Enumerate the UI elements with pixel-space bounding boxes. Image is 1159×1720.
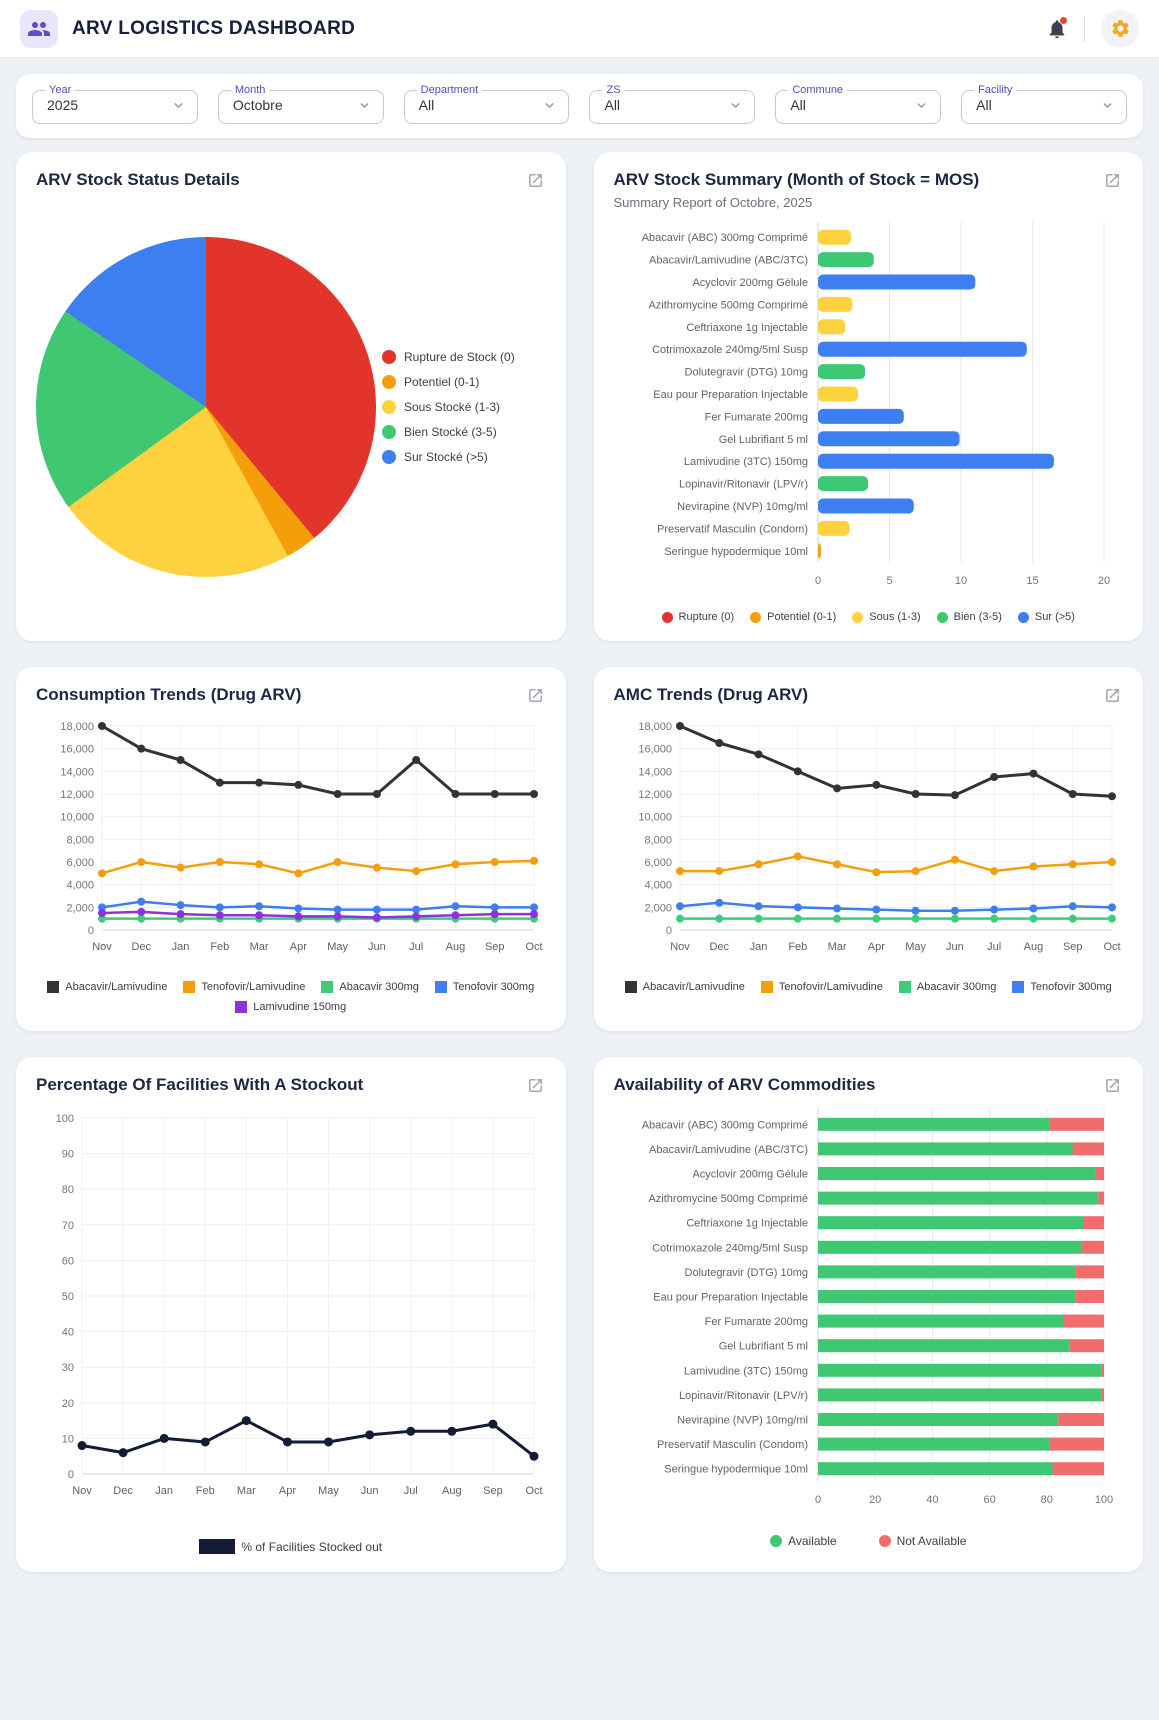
filter-label: Month — [234, 84, 266, 96]
legend-swatch — [662, 612, 673, 623]
svg-text:Abacavir/Lamivudine (ABC/3TC): Abacavir/Lamivudine (ABC/3TC) — [648, 1143, 808, 1156]
expand-button[interactable] — [1102, 1075, 1123, 1096]
svg-text:Acyclovir 200mg Gélule: Acyclovir 200mg Gélule — [691, 277, 808, 289]
svg-text:Preservatif Masculin (Condom): Preservatif Masculin (Condom) — [656, 523, 808, 536]
svg-text:4,000: 4,000 — [66, 879, 94, 892]
svg-text:100: 100 — [55, 1113, 74, 1125]
expand-button[interactable] — [1102, 685, 1123, 706]
svg-text:8,000: 8,000 — [643, 834, 672, 847]
svg-text:Nov: Nov — [669, 941, 690, 953]
card-consumption-trends — [16, 667, 566, 1031]
svg-text:Cotrimoxazole 240mg/5ml Susp: Cotrimoxazole 240mg/5ml Susp — [651, 344, 808, 357]
card-title-availability: Availability of ARV Commodities — [613, 1075, 876, 1094]
card-title-stockout: Percentage Of Facilities With A Stockout — [36, 1075, 364, 1094]
svg-text:Azithromycine 500mg Comprimé: Azithromycine 500mg Comprimé — [647, 1193, 808, 1206]
svg-text:15: 15 — [1025, 575, 1039, 587]
expand-button[interactable] — [525, 1075, 546, 1096]
mos-chart-svg — [614, 218, 1122, 596]
legend-item: Sur Stocké (>5) — [382, 450, 515, 464]
svg-text:Oct: Oct — [525, 1485, 543, 1497]
header-divider — [1084, 16, 1085, 42]
svg-text:0: 0 — [665, 925, 672, 937]
chevron-down-icon — [915, 99, 928, 112]
filter-department[interactable] — [404, 84, 570, 124]
svg-text:100: 100 — [1094, 1494, 1113, 1506]
legend-item: Sous (1-3) — [852, 611, 920, 623]
legend-swatch — [1018, 612, 1029, 623]
svg-text:Azithromycine 500mg Comprimé: Azithromycine 500mg Comprimé — [647, 299, 808, 312]
svg-text:10: 10 — [954, 575, 967, 587]
svg-text:Acyclovir 200mg Gélule: Acyclovir 200mg Gélule — [691, 1168, 808, 1181]
svg-text:Abacavir/Lamivudine (ABC/3TC): Abacavir/Lamivudine (ABC/3TC) — [648, 254, 808, 267]
gear-icon — [1110, 18, 1131, 39]
chart-legend — [36, 1539, 546, 1554]
svg-text:10,000: 10,000 — [60, 811, 94, 824]
svg-text:Oct: Oct — [525, 941, 543, 953]
legend-item: Tenofovir/Lamivudine — [761, 981, 883, 993]
svg-text:Lamivudine (3TC) 150mg: Lamivudine (3TC) 150mg — [683, 456, 808, 469]
legend-swatch — [382, 450, 396, 464]
svg-text:Abacavir (ABC) 300mg Comprimé: Abacavir (ABC) 300mg Comprimé — [641, 232, 808, 245]
svg-text:40: 40 — [925, 1494, 939, 1506]
filter-selected-value: All — [604, 97, 621, 113]
svg-text:May: May — [904, 941, 926, 953]
svg-text:Oct: Oct — [1102, 941, 1121, 953]
svg-text:6,000: 6,000 — [66, 857, 94, 869]
svg-text:Sep: Sep — [483, 1485, 503, 1497]
svg-text:Lopinavir/Ritonavir (LPV/r): Lopinavir/Ritonavir (LPV/r) — [678, 1389, 808, 1402]
svg-text:Nov: Nov — [92, 941, 112, 953]
svg-text:Lamivudine (3TC) 150mg: Lamivudine (3TC) 150mg — [683, 1365, 808, 1378]
chart-legend — [614, 611, 1124, 623]
svg-text:Feb: Feb — [210, 941, 230, 953]
legend-item: Not Available — [879, 1534, 967, 1548]
svg-text:May: May — [327, 941, 349, 953]
open-in-new-icon — [1104, 172, 1121, 189]
svg-text:2,000: 2,000 — [643, 902, 672, 915]
filter-month[interactable] — [218, 84, 384, 124]
filter-selected-value: All — [790, 97, 806, 113]
card-amc-trends — [594, 667, 1144, 1031]
svg-text:Fer Fumarate 200mg: Fer Fumarate 200mg — [704, 1316, 808, 1329]
svg-text:Seringue hypodermique 10ml: Seringue hypodermique 10ml — [663, 1463, 808, 1476]
legend-item: Abacavir 300mg — [321, 981, 419, 993]
svg-text:20: 20 — [1097, 575, 1110, 587]
svg-text:Aug: Aug — [445, 941, 466, 953]
filter-year[interactable] — [32, 84, 198, 124]
legend-item: % of Facilities Stocked out — [199, 1539, 382, 1554]
svg-text:Gel Lubrifiant 5 ml: Gel Lubrifiant 5 ml — [718, 1340, 808, 1353]
svg-text:Mar: Mar — [827, 941, 847, 953]
svg-text:Dolutegravir (DTG) 10mg: Dolutegravir (DTG) 10mg — [684, 1266, 808, 1279]
legend-swatch — [47, 981, 59, 993]
legend-item: Potentiel (0-1) — [382, 375, 515, 389]
filter-label: Facility — [978, 84, 1013, 96]
legend-swatch — [770, 1535, 782, 1547]
legend-swatch — [435, 981, 447, 993]
legend-swatch — [879, 1535, 891, 1547]
svg-text:18,000: 18,000 — [60, 721, 94, 733]
chevron-down-icon — [172, 99, 185, 112]
svg-text:90: 90 — [61, 1148, 74, 1161]
svg-text:6,000: 6,000 — [643, 857, 672, 869]
svg-text:Nevirapine (NVP) 10mg/ml: Nevirapine (NVP) 10mg/ml — [676, 1414, 808, 1427]
svg-text:Sep: Sep — [484, 941, 505, 953]
legend-item: Abacavir 300mg — [899, 981, 997, 993]
svg-text:Jun: Jun — [368, 941, 386, 953]
svg-text:Ceftriaxone 1g Injectable: Ceftriaxone 1g Injectable — [685, 321, 808, 334]
svg-text:0: 0 — [814, 1494, 821, 1506]
svg-text:Apr: Apr — [867, 941, 885, 953]
chart-legend — [614, 981, 1124, 993]
svg-text:Mar: Mar — [249, 941, 269, 953]
svg-text:Preservatif Masculin (Condom): Preservatif Masculin (Condom) — [656, 1439, 808, 1452]
svg-text:Dec: Dec — [131, 941, 152, 953]
svg-text:30: 30 — [61, 1362, 74, 1375]
card-title-stock-summary: ARV Stock Summary (Month of Stock = MOS) — [613, 170, 980, 189]
svg-text:Eau pour Preparation Injectabl: Eau pour Preparation Injectable — [652, 389, 808, 401]
svg-text:May: May — [318, 1485, 339, 1497]
legend-item: Tenofovir 300mg — [1012, 981, 1111, 993]
svg-text:Dolutegravir (DTG) 10mg: Dolutegravir (DTG) 10mg — [684, 366, 808, 379]
stockout-chart-svg — [36, 1104, 544, 1520]
svg-text:Jul: Jul — [403, 1485, 418, 1497]
notification-badge — [1060, 17, 1067, 24]
svg-text:60: 60 — [61, 1255, 74, 1268]
svg-text:Seringue hypodermique 10ml: Seringue hypodermique 10ml — [663, 545, 808, 558]
chevron-down-icon — [729, 99, 742, 112]
svg-text:Cotrimoxazole 240mg/5ml Susp: Cotrimoxazole 240mg/5ml Susp — [651, 1242, 808, 1255]
filter-label: Commune — [792, 84, 844, 96]
notifications-button[interactable] — [1046, 18, 1068, 40]
chart-legend — [614, 1534, 1124, 1548]
stock-status-pie — [36, 237, 376, 577]
availability-chart — [614, 1104, 1124, 1548]
consumption-trends-chart — [36, 714, 546, 1013]
svg-text:12,000: 12,000 — [637, 789, 672, 801]
svg-text:2,000: 2,000 — [66, 902, 94, 915]
svg-text:Jul: Jul — [409, 941, 424, 953]
legend-item: Sur (>5) — [1018, 611, 1075, 623]
legend-item: Abacavir/Lamivudine — [47, 981, 167, 993]
svg-text:4,000: 4,000 — [643, 879, 672, 892]
card-subtitle-stock-summary: Summary Report of Octobre, 2025 — [613, 195, 813, 210]
chevron-down-icon — [1101, 99, 1114, 112]
svg-text:0: 0 — [814, 575, 821, 587]
open-in-new-icon — [527, 1077, 544, 1094]
legend-item: Lamivudine 150mg — [235, 1001, 346, 1013]
svg-text:Jun: Jun — [360, 1485, 379, 1497]
dashboard-grid — [16, 152, 1143, 1572]
svg-text:80: 80 — [61, 1184, 74, 1197]
card-stock-status — [16, 152, 566, 641]
legend-swatch — [183, 981, 195, 993]
stockout-chart — [36, 1104, 546, 1554]
legend-item: Rupture de Stock (0) — [382, 350, 515, 364]
filter-label: ZS — [606, 84, 621, 96]
svg-text:20: 20 — [868, 1494, 881, 1506]
expand-button[interactable] — [525, 685, 546, 706]
legend-swatch — [761, 981, 773, 993]
svg-text:Jul: Jul — [986, 941, 1001, 953]
chevron-down-icon — [543, 99, 556, 112]
svg-text:Nevirapine (NVP) 10mg/ml: Nevirapine (NVP) 10mg/ml — [676, 501, 808, 513]
svg-text:Aug: Aug — [1023, 941, 1043, 953]
svg-text:80: 80 — [1040, 1494, 1053, 1506]
legend-swatch — [382, 400, 396, 414]
card-stock-summary — [594, 152, 1144, 641]
svg-text:Feb: Feb — [195, 1485, 215, 1497]
legend-swatch — [382, 375, 396, 389]
chart-legend — [36, 981, 546, 1013]
legend-swatch — [235, 1001, 247, 1013]
svg-text:0: 0 — [87, 925, 94, 937]
svg-text:20: 20 — [61, 1397, 74, 1410]
expand-button[interactable] — [525, 170, 546, 191]
legend-swatch — [382, 350, 396, 364]
svg-text:Eau pour Preparation Injectabl: Eau pour Preparation Injectable — [652, 1291, 808, 1304]
amc-trends-chart — [614, 714, 1124, 993]
filter-selected-value: All — [976, 97, 992, 113]
filter-selected-value: All — [418, 97, 435, 113]
card-title-amc: AMC Trends (Drug ARV) — [613, 685, 809, 704]
legend-swatch — [321, 981, 333, 993]
svg-text:Jan: Jan — [171, 941, 190, 953]
people-icon — [27, 17, 51, 41]
svg-text:Apr: Apr — [289, 941, 307, 953]
legend-item: Tenofovir/Lamivudine — [183, 981, 305, 993]
legend-item: Bien Stocké (3-5) — [382, 425, 515, 439]
svg-text:Ceftriaxone 1g Injectable: Ceftriaxone 1g Injectable — [685, 1217, 808, 1230]
legend-swatch — [382, 425, 396, 439]
consumption-chart-svg — [36, 714, 544, 966]
page-title: ARV LOGISTICS DASHBOARD — [72, 17, 356, 39]
settings-button[interactable] — [1101, 10, 1139, 48]
svg-text:40: 40 — [61, 1326, 74, 1339]
svg-text:Jun: Jun — [945, 941, 964, 953]
svg-text:Jan: Jan — [749, 941, 767, 953]
filter-facility[interactable] — [961, 84, 1127, 124]
svg-text:14,000: 14,000 — [60, 766, 94, 779]
svg-text:Apr: Apr — [278, 1485, 297, 1497]
legend-swatch — [899, 981, 911, 993]
legend-item: Potentiel (0-1) — [750, 611, 836, 623]
svg-text:12,000: 12,000 — [60, 789, 94, 801]
legend-item: Sous Stocké (1-3) — [382, 400, 515, 414]
stock-summary-chart — [614, 218, 1124, 623]
open-in-new-icon — [1104, 1077, 1121, 1094]
amc-chart-svg — [614, 714, 1122, 966]
filter-zs[interactable] — [589, 84, 755, 124]
svg-text:70: 70 — [61, 1219, 74, 1232]
open-in-new-icon — [1104, 687, 1121, 704]
stock-status-legend — [382, 350, 515, 464]
svg-text:Fer Fumarate 200mg: Fer Fumarate 200mg — [704, 411, 808, 424]
svg-text:8,000: 8,000 — [66, 834, 94, 847]
svg-text:Dec: Dec — [708, 941, 729, 953]
card-title-stock-status: ARV Stock Status Details — [36, 170, 240, 189]
legend-swatch — [937, 612, 948, 623]
svg-text:Aug: Aug — [442, 1485, 462, 1497]
card-stockout — [16, 1057, 566, 1572]
open-in-new-icon — [527, 687, 544, 704]
filters-bar — [16, 74, 1143, 138]
filter-selected-value: Octobre — [232, 97, 283, 113]
svg-text:Nov: Nov — [72, 1485, 92, 1497]
svg-text:16,000: 16,000 — [637, 743, 672, 756]
svg-text:Abacavir (ABC) 300mg Comprimé: Abacavir (ABC) 300mg Comprimé — [641, 1119, 808, 1132]
card-availability — [594, 1057, 1144, 1572]
availability-chart-svg — [614, 1104, 1122, 1515]
svg-text:Mar: Mar — [236, 1485, 256, 1497]
legend-swatch — [750, 612, 761, 623]
svg-text:18,000: 18,000 — [637, 721, 672, 733]
card-title-consumption: Consumption Trends (Drug ARV) — [36, 685, 302, 704]
legend-item: Available — [770, 1534, 836, 1548]
svg-text:14,000: 14,000 — [637, 766, 672, 779]
expand-button[interactable] — [1102, 170, 1123, 191]
filter-commune[interactable] — [775, 84, 941, 124]
filter-label: Department — [420, 84, 479, 96]
legend-swatch — [1012, 981, 1024, 993]
legend-item: Bien (3-5) — [937, 611, 1002, 623]
chevron-down-icon — [358, 99, 371, 112]
svg-text:10,000: 10,000 — [637, 811, 672, 824]
stock-status-chart — [36, 191, 546, 623]
filter-selected-value: 2025 — [47, 97, 79, 113]
app-header — [0, 0, 1159, 58]
svg-text:16,000: 16,000 — [60, 743, 94, 756]
svg-text:Jan: Jan — [155, 1485, 174, 1497]
app-logo — [20, 10, 58, 48]
svg-text:Feb: Feb — [787, 941, 807, 953]
svg-text:Gel Lubrifiant 5 ml: Gel Lubrifiant 5 ml — [718, 433, 808, 446]
filter-label: Year — [49, 84, 72, 96]
legend-swatch — [625, 981, 637, 993]
svg-text:Lopinavir/Ritonavir (LPV/r): Lopinavir/Ritonavir (LPV/r) — [678, 478, 808, 491]
legend-swatch — [852, 612, 863, 623]
svg-text:5: 5 — [885, 575, 893, 587]
svg-text:50: 50 — [61, 1291, 74, 1303]
open-in-new-icon — [527, 172, 544, 189]
legend-item: Abacavir/Lamivudine — [625, 981, 745, 993]
legend-swatch — [199, 1539, 235, 1554]
svg-text:10: 10 — [61, 1433, 74, 1446]
svg-text:60: 60 — [982, 1494, 996, 1506]
legend-item: Rupture (0) — [662, 611, 735, 623]
svg-text:Sep: Sep — [1062, 941, 1083, 953]
legend-item: Tenofovir 300mg — [435, 981, 534, 993]
svg-text:0: 0 — [67, 1469, 74, 1481]
svg-text:Dec: Dec — [113, 1485, 133, 1497]
